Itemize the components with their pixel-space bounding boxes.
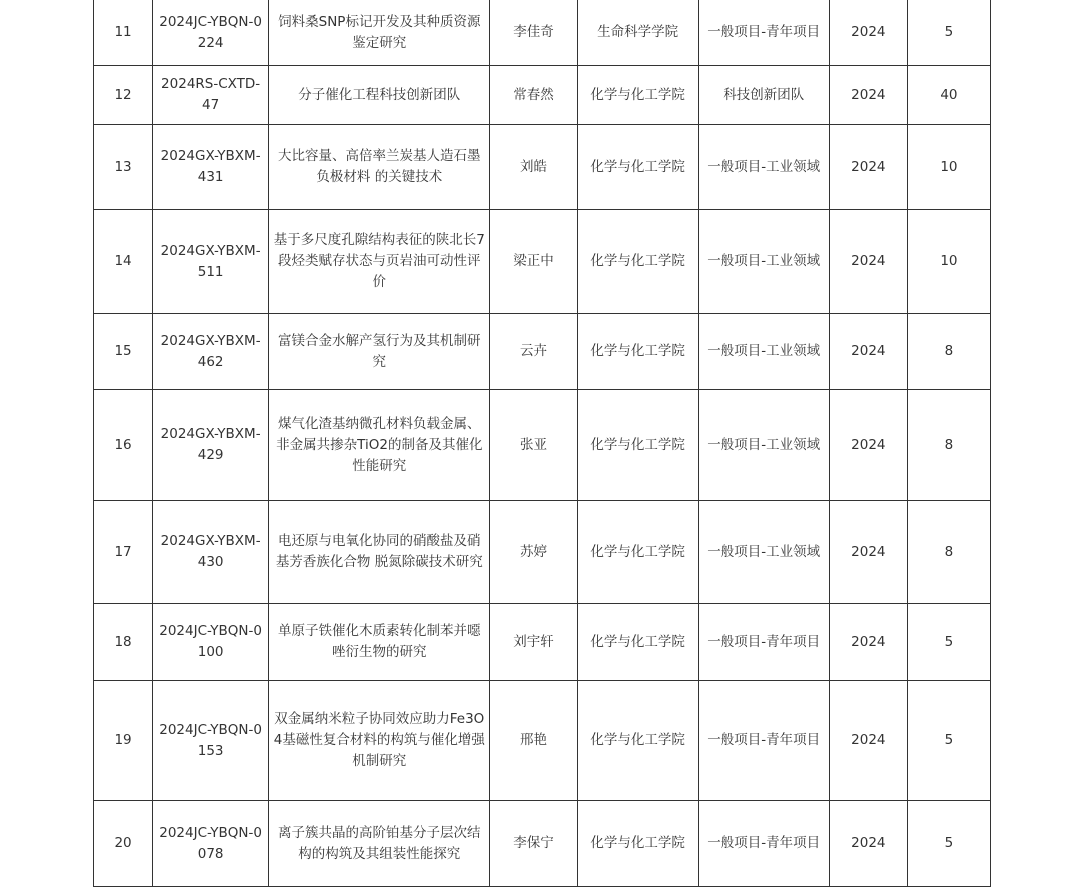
funding-cell: 8 (907, 314, 990, 390)
row-number-cell: 14 (94, 210, 153, 314)
project-type-cell: 一般项目-工业领域 (698, 314, 829, 390)
funding-cell: 5 (907, 0, 990, 66)
project-code-cell: 2024JC-YBQN-0100 (153, 604, 269, 681)
project-table (93, 0, 991, 887)
project-leader-cell: 云卉 (490, 314, 577, 390)
project-name-cell: 富镁合金水解产氢行为及其机制研究 (269, 314, 490, 390)
year-cell: 2024 (829, 390, 907, 501)
project-code-cell: 2024GX-YBXM-431 (153, 125, 269, 210)
funding-cell: 5 (907, 604, 990, 681)
funding-cell: 10 (907, 125, 990, 210)
college-cell: 化学与化工学院 (577, 210, 698, 314)
project-code-cell: 2024GX-YBXM-429 (153, 390, 269, 501)
table-row (94, 604, 991, 681)
row-number-cell: 12 (94, 66, 153, 125)
college-cell: 化学与化工学院 (577, 314, 698, 390)
project-type-cell: 一般项目-青年项目 (698, 0, 829, 66)
project-code-cell: 2024GX-YBXM-430 (153, 501, 269, 604)
funding-cell: 5 (907, 801, 990, 887)
college-cell: 化学与化工学院 (577, 801, 698, 887)
project-leader-cell: 邢艳 (490, 681, 577, 801)
table-row (94, 0, 991, 66)
table-row (94, 390, 991, 501)
year-cell: 2024 (829, 125, 907, 210)
project-name-cell: 单原子铁催化木质素转化制苯并噁唑衍生物的研究 (269, 604, 490, 681)
project-name-cell: 基于多尺度孔隙结构表征的陕北长7段烃类赋存状态与页岩油可动性评价 (269, 210, 490, 314)
row-number-cell: 16 (94, 390, 153, 501)
funding-cell: 5 (907, 681, 990, 801)
project-code-cell: 2024JC-YBQN-0153 (153, 681, 269, 801)
project-name-cell: 饲料桑SNP标记开发及其种质资源鉴定研究 (269, 0, 490, 66)
year-cell: 2024 (829, 681, 907, 801)
project-leader-cell: 苏婷 (490, 501, 577, 604)
project-name-cell: 双金属纳米粒子协同效应助力Fe3O4基磁性复合材料的构筑与催化增强机制研究 (269, 681, 490, 801)
project-leader-cell: 张亚 (490, 390, 577, 501)
project-name-cell: 分子催化工程科技创新团队 (269, 66, 490, 125)
project-name-cell: 大比容量、高倍率兰炭基人造石墨负极材料 的关键技术 (269, 125, 490, 210)
project-leader-cell: 李佳奇 (490, 0, 577, 66)
project-type-cell: 一般项目-青年项目 (698, 801, 829, 887)
project-type-cell: 一般项目-工业领域 (698, 210, 829, 314)
college-cell: 化学与化工学院 (577, 66, 698, 125)
year-cell: 2024 (829, 314, 907, 390)
table-row (94, 66, 991, 125)
table-row (94, 681, 991, 801)
college-cell: 化学与化工学院 (577, 390, 698, 501)
table-row (94, 125, 991, 210)
project-type-cell: 一般项目-工业领域 (698, 501, 829, 604)
year-cell: 2024 (829, 0, 907, 66)
project-code-cell: 2024GX-YBXM-511 (153, 210, 269, 314)
row-number-cell: 11 (94, 0, 153, 66)
project-leader-cell: 常春然 (490, 66, 577, 125)
project-type-cell: 一般项目-工业领域 (698, 125, 829, 210)
year-cell: 2024 (829, 604, 907, 681)
row-number-cell: 18 (94, 604, 153, 681)
project-type-cell: 一般项目-工业领域 (698, 390, 829, 501)
funding-cell: 8 (907, 501, 990, 604)
funding-cell: 40 (907, 66, 990, 125)
college-cell: 化学与化工学院 (577, 501, 698, 604)
table-row (94, 210, 991, 314)
row-number-cell: 15 (94, 314, 153, 390)
year-cell: 2024 (829, 801, 907, 887)
project-type-cell: 一般项目-青年项目 (698, 604, 829, 681)
college-cell: 化学与化工学院 (577, 125, 698, 210)
project-code-cell: 2024GX-YBXM-462 (153, 314, 269, 390)
year-cell: 2024 (829, 66, 907, 125)
project-type-cell: 科技创新团队 (698, 66, 829, 125)
project-leader-cell: 刘皓 (490, 125, 577, 210)
year-cell: 2024 (829, 210, 907, 314)
project-leader-cell: 刘宇轩 (490, 604, 577, 681)
project-name-cell: 煤气化渣基纳微孔材料负载金属、非金属共掺杂TiO2的制备及其催化性能研究 (269, 390, 490, 501)
row-number-cell: 20 (94, 801, 153, 887)
college-cell: 化学与化工学院 (577, 681, 698, 801)
project-code-cell: 2024JC-YBQN-0078 (153, 801, 269, 887)
project-code-cell: 2024JC-YBQN-0224 (153, 0, 269, 66)
funding-cell: 8 (907, 390, 990, 501)
college-cell: 化学与化工学院 (577, 604, 698, 681)
row-number-cell: 17 (94, 501, 153, 604)
row-number-cell: 19 (94, 681, 153, 801)
project-name-cell: 电还原与电氧化协同的硝酸盐及硝基芳香族化合物 脱氮除碳技术研究 (269, 501, 490, 604)
college-cell: 生命科学学院 (577, 0, 698, 66)
project-table-body (94, 0, 991, 887)
year-cell: 2024 (829, 501, 907, 604)
table-row (94, 314, 991, 390)
project-name-cell: 离子簇共晶的高阶铂基分子层次结构的构筑及其组装性能探究 (269, 801, 490, 887)
project-leader-cell: 李保宁 (490, 801, 577, 887)
row-number-cell: 13 (94, 125, 153, 210)
project-leader-cell: 梁正中 (490, 210, 577, 314)
project-type-cell: 一般项目-青年项目 (698, 681, 829, 801)
project-code-cell: 2024RS-CXTD-47 (153, 66, 269, 125)
table-row (94, 501, 991, 604)
funding-cell: 10 (907, 210, 990, 314)
table-row (94, 801, 991, 887)
